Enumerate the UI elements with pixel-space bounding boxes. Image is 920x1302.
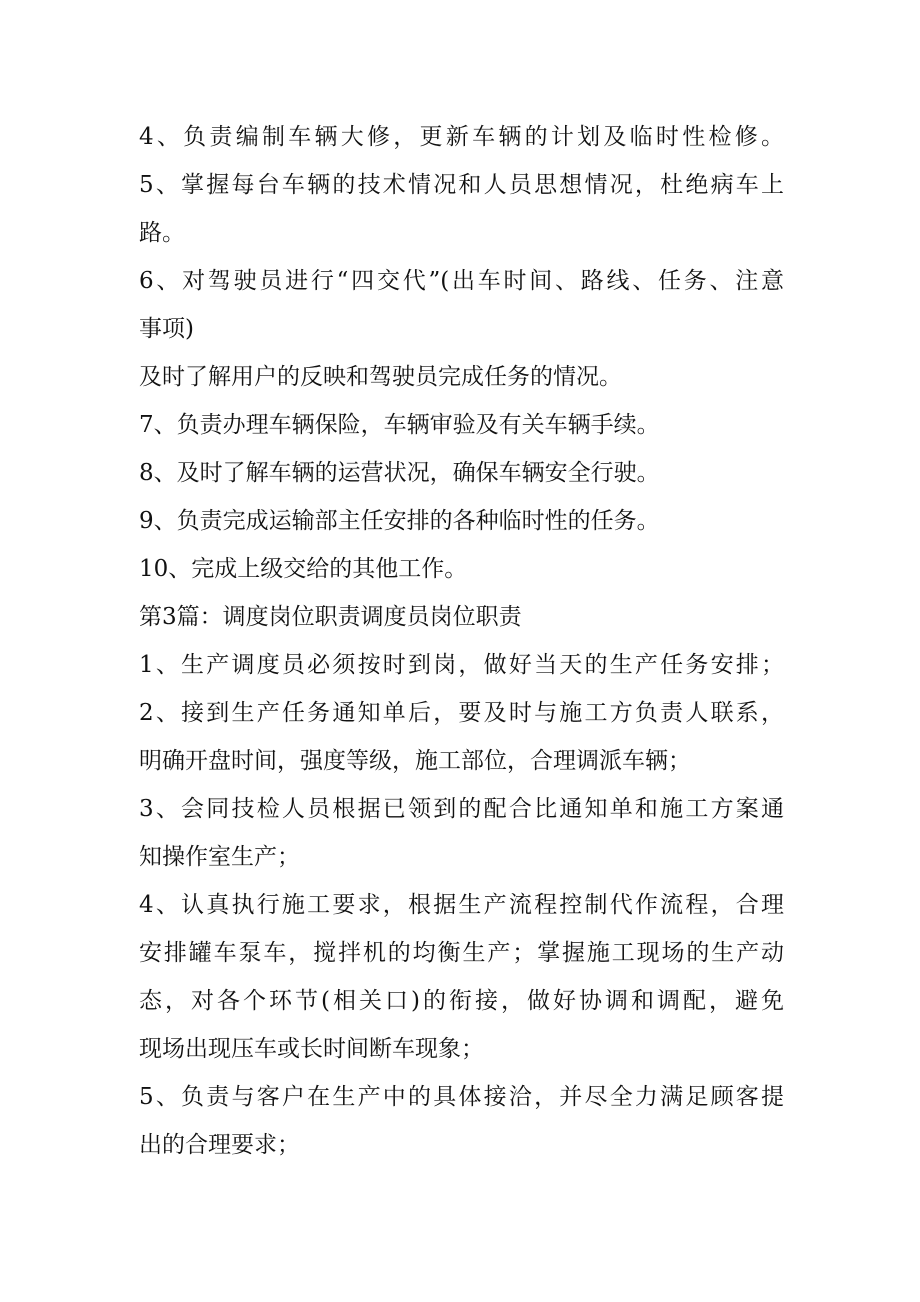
text-line: 5、掌握每台车辆的技术情况和人员思想情况，杜绝病车上 (139, 172, 784, 198)
text-line: 态，对各个环节(相关口)的衔接，做好协调和调配，避免 (139, 988, 784, 1014)
text-line: 知操作室生产； (139, 844, 300, 870)
text-line: 2、接到生产任务通知单后，要及时与施工方负责人联系， (139, 700, 784, 726)
text-line: 5、负责与客户在生产中的具体接洽，并尽全力满足顾客提 (139, 1084, 784, 1110)
text-line: 10、完成上级交给的其他工作。 (139, 556, 468, 582)
text-line: 明确开盘时间，强度等级，施工部位，合理调派车辆； (139, 748, 691, 774)
text-line: 4、认真执行施工要求，根据生产流程控制代作流程，合理 (139, 892, 784, 918)
text-line: 1、生产调度员必须按时到岗，做好当天的生产任务安排； (139, 652, 784, 678)
text-line: 6、对驾驶员进行“四交代”(出车时间、路线、任务、注意 (139, 268, 784, 294)
text-line: 7、负责办理车辆保险，车辆审验及有关车辆手续。 (139, 412, 660, 438)
text-line: 现场出现压车或长时间断车现象； (139, 1036, 484, 1062)
text-line: 3、会同技检人员根据已领到的配合比通知单和施工方案通 (139, 796, 784, 822)
text-line: 8、及时了解车辆的运营状况，确保车辆安全行驶。 (139, 460, 660, 486)
text-line: 4、负责编制车辆大修，更新车辆的计划及临时性检修。 (139, 124, 784, 150)
text-line: 路。 (139, 220, 185, 246)
section-heading: 第3篇：调度岗位职责调度员岗位职责 (139, 604, 522, 630)
text-line: 安排罐车泵车，搅拌机的均衡生产；掌握施工现场的生产动 (139, 940, 784, 966)
text-line: 事项) (139, 316, 194, 342)
text-line: 及时了解用户的反映和驾驶员完成任务的情况。 (139, 364, 622, 390)
text-line: 9、负责完成运输部主任安排的各种临时性的任务。 (139, 508, 660, 534)
text-line: 出的合理要求； (139, 1132, 300, 1158)
document-body (139, 113, 784, 1169)
